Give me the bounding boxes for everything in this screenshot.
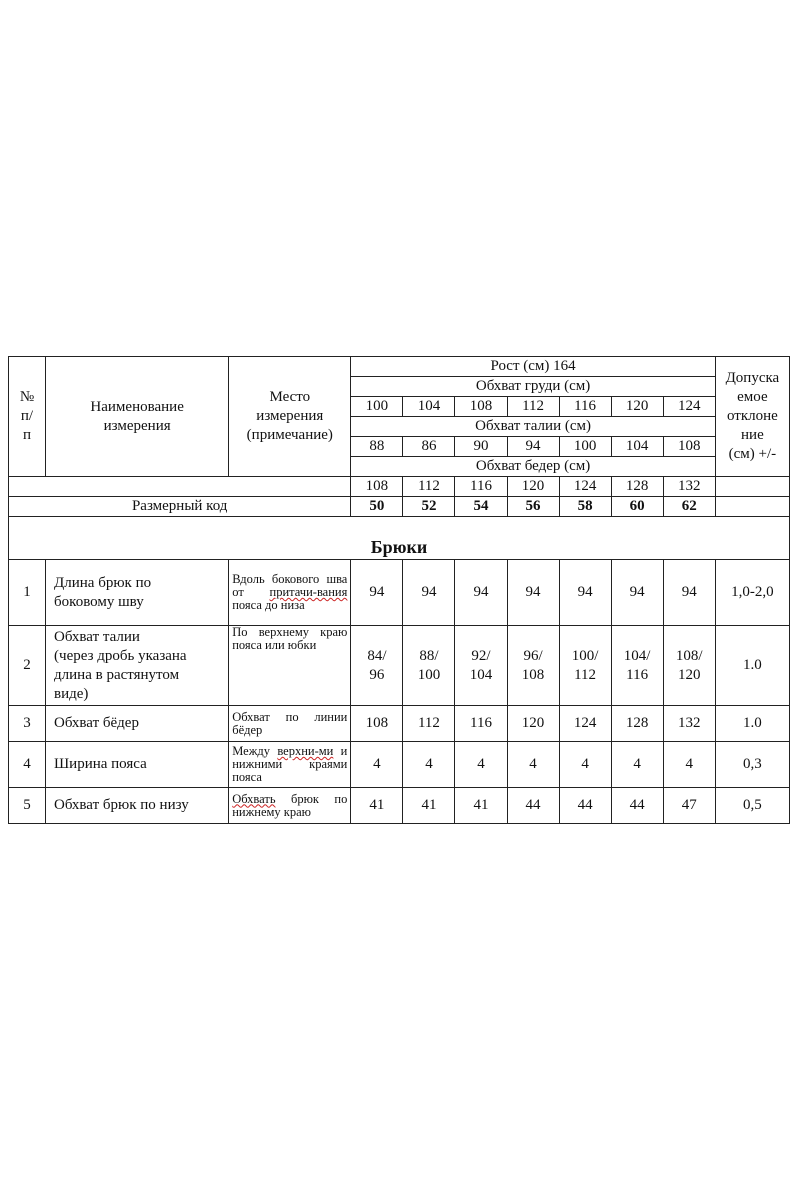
size-code: 62 <box>663 497 715 517</box>
measurement-place-text: Обхват по линии бёдер <box>232 709 348 737</box>
measurement-place-text: верхни-ми <box>277 744 334 758</box>
size-value: 94 <box>663 560 715 626</box>
size-chart-table <box>8 356 790 824</box>
chest-value: 116 <box>559 397 611 417</box>
chest-value: 120 <box>611 397 663 417</box>
hips-values-row <box>9 477 790 497</box>
measurement-name: Обхват талии (через дробь указана длина в растянутом виде) <box>46 626 229 706</box>
tolerance-spacer <box>715 477 789 497</box>
size-value: 47 <box>663 788 715 824</box>
measurement-place-text: Обхвать <box>232 791 276 806</box>
hips-value: 116 <box>455 477 507 497</box>
measurement-place-text: притачи-вания <box>269 585 348 599</box>
measurement-name: Длина брюк по боковому шву <box>46 560 229 626</box>
size-code: 60 <box>611 497 663 517</box>
size-value: 41 <box>455 788 507 824</box>
hips-value: 112 <box>403 477 455 497</box>
tolerance-column-header: Допуска емое отклоне ние (см) +/- <box>715 357 789 477</box>
size-value: 92/ 104 <box>455 626 507 706</box>
size-code: 52 <box>403 497 455 517</box>
chest-value: 100 <box>351 397 403 417</box>
size-value: 108/ 120 <box>663 626 715 706</box>
place-column-header: Место измерения (примечание) <box>229 357 351 477</box>
tolerance-value: 1,0-2,0 <box>715 560 789 626</box>
waist-value: 94 <box>507 437 559 457</box>
chest-value: 124 <box>663 397 715 417</box>
waist-value: 86 <box>403 437 455 457</box>
hips-value: 124 <box>559 477 611 497</box>
size-value: 94 <box>507 560 559 626</box>
size-value: 94 <box>403 560 455 626</box>
measurement-name: Ширина пояса <box>46 742 229 788</box>
size-value: 4 <box>507 742 559 788</box>
size-value: 94 <box>455 560 507 626</box>
size-value: 116 <box>455 706 507 742</box>
tolerance-value: 1.0 <box>715 626 789 706</box>
measurement-place-text: и нижними краями пояса <box>232 744 348 784</box>
row-number: 5 <box>9 788 46 824</box>
size-code: 50 <box>351 497 403 517</box>
measurement-place <box>229 560 351 626</box>
measurement-place-text: пояса до низа <box>232 598 305 612</box>
row-number: 3 <box>9 706 46 742</box>
hips-value: 120 <box>507 477 559 497</box>
measurement-place <box>229 706 351 742</box>
measurement-name: Обхват бёдер <box>46 706 229 742</box>
size-value: 41 <box>351 788 403 824</box>
waist-value: 108 <box>663 437 715 457</box>
measurement-place-text: Между <box>232 744 278 758</box>
table-row <box>9 788 790 824</box>
size-value: 41 <box>403 788 455 824</box>
row-number: 1 <box>9 560 46 626</box>
table-row <box>9 626 790 706</box>
hips-value: 108 <box>351 477 403 497</box>
size-value: 44 <box>559 788 611 824</box>
size-value: 88/ 100 <box>403 626 455 706</box>
chest-header: Обхват груди (см) <box>351 377 715 397</box>
size-value: 128 <box>611 706 663 742</box>
header-spacer <box>9 477 351 497</box>
table-row <box>9 706 790 742</box>
size-value: 84/ 96 <box>351 626 403 706</box>
chest-value: 108 <box>455 397 507 417</box>
hips-value: 128 <box>611 477 663 497</box>
tolerance-value: 1.0 <box>715 706 789 742</box>
measurement-name: Обхват брюк по низу <box>46 788 229 824</box>
row-number: 2 <box>9 626 46 706</box>
size-value: 44 <box>611 788 663 824</box>
size-value: 132 <box>663 706 715 742</box>
waist-value: 88 <box>351 437 403 457</box>
measurement-place-text: По верхнему краю пояса или юбки <box>232 625 348 652</box>
waist-header: Обхват талии (см) <box>351 417 715 437</box>
size-code-row <box>9 497 790 517</box>
height-header: Рост (см) 164 <box>351 357 715 377</box>
size-value: 94 <box>559 560 611 626</box>
size-value: 4 <box>455 742 507 788</box>
measurement-place <box>229 626 351 706</box>
size-value: 104/ 116 <box>611 626 663 706</box>
size-value: 124 <box>559 706 611 742</box>
measurement-place <box>229 742 351 788</box>
name-column-header: Наименование измерения <box>46 357 229 477</box>
chest-value: 112 <box>507 397 559 417</box>
size-code: 56 <box>507 497 559 517</box>
size-value: 112 <box>403 706 455 742</box>
waist-value: 90 <box>455 437 507 457</box>
tolerance-value: 0,5 <box>715 788 789 824</box>
hips-value: 132 <box>663 477 715 497</box>
section-title: Брюки <box>9 517 790 560</box>
hips-header: Обхват бедер (см) <box>351 457 715 477</box>
size-value: 96/ 108 <box>507 626 559 706</box>
size-value: 44 <box>507 788 559 824</box>
waist-value: 104 <box>611 437 663 457</box>
chest-value: 104 <box>403 397 455 417</box>
table-row <box>9 742 790 788</box>
waist-value: 100 <box>559 437 611 457</box>
size-value: 94 <box>351 560 403 626</box>
size-code: 54 <box>455 497 507 517</box>
number-column-header: № п/ п <box>9 357 46 477</box>
size-value: 4 <box>351 742 403 788</box>
size-value: 100/ 112 <box>559 626 611 706</box>
measurement-place <box>229 788 351 824</box>
size-code-label: Размерный код <box>9 497 351 517</box>
size-value: 4 <box>611 742 663 788</box>
size-value: 108 <box>351 706 403 742</box>
size-value: 4 <box>403 742 455 788</box>
table-row <box>9 560 790 626</box>
measurement-place-text: Вдоль бокового шва от <box>232 572 348 599</box>
size-value: 4 <box>663 742 715 788</box>
measurement-rows <box>9 560 790 824</box>
size-value: 94 <box>611 560 663 626</box>
size-value: 4 <box>559 742 611 788</box>
tolerance-value: 0,3 <box>715 742 789 788</box>
row-number: 4 <box>9 742 46 788</box>
size-value: 120 <box>507 706 559 742</box>
size-code: 58 <box>559 497 611 517</box>
size-code-tolerance-empty <box>715 497 789 517</box>
measurement-place-text: брюк по нижнему краю <box>232 791 348 819</box>
